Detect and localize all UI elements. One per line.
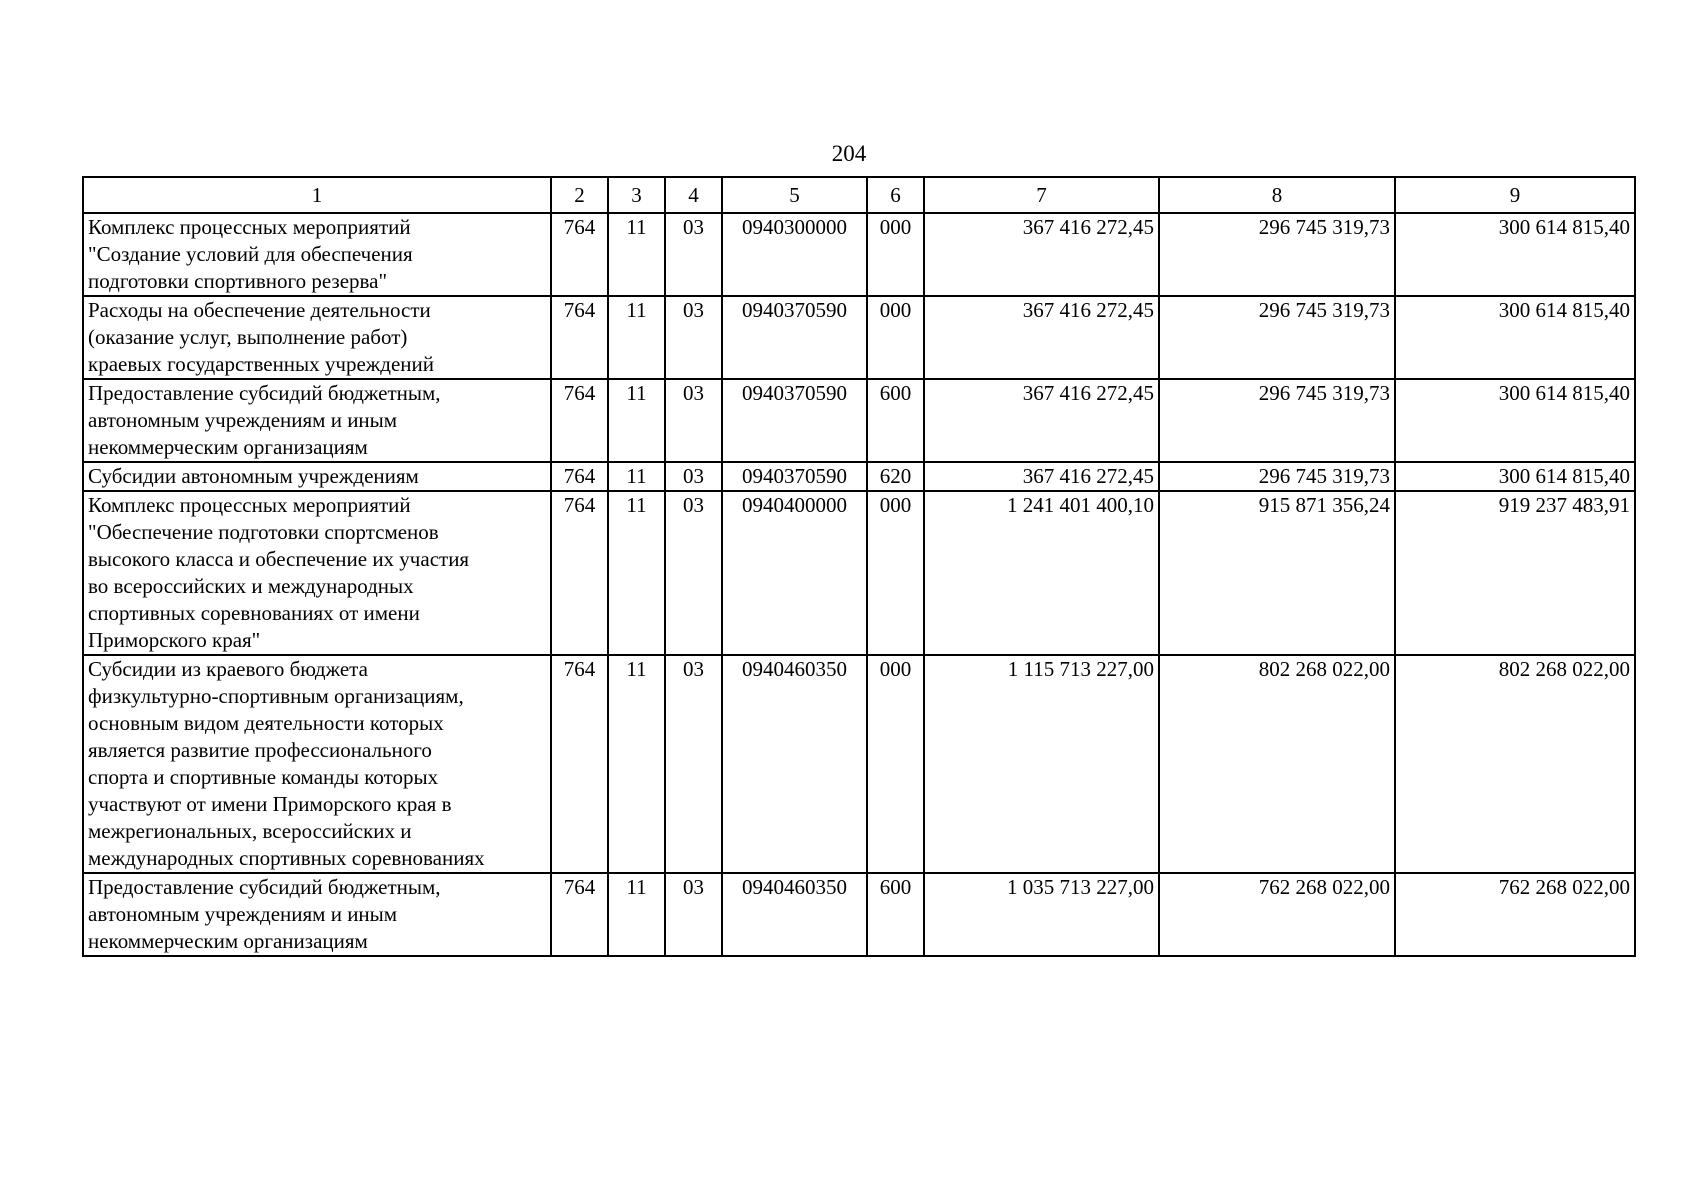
section-code: 11	[608, 296, 665, 379]
page-number: 204	[831, 141, 867, 166]
amount-col-8: 296 745 319,73	[1159, 462, 1395, 491]
column-header: 7	[924, 177, 1159, 213]
section-code: 11	[608, 462, 665, 491]
section-code: 11	[608, 491, 665, 655]
expense-type-code: 000	[867, 491, 924, 655]
ministry-code: 764	[551, 655, 608, 873]
expense-type-code: 620	[867, 462, 924, 491]
table-row	[83, 873, 1635, 956]
row-description: Комплекс процессных мероприятий "Создание условий для обеспечения подготовки спортивного резерва"	[83, 213, 551, 296]
target-article-code: 0940300000	[722, 213, 867, 296]
target-article-code: 0940370590	[722, 379, 867, 462]
subsection-code: 03	[665, 491, 722, 655]
ministry-code: 764	[551, 462, 608, 491]
ministry-code: 764	[551, 213, 608, 296]
target-article-code: 0940400000	[722, 491, 867, 655]
row-description: Комплекс процессных мероприятий "Обеспечение подготовки спортсменов высокого класса и обеспечение их участия во всероссийских и международных спортивных соревнованиях от имени Приморского края"	[83, 491, 551, 655]
amount-col-8: 296 745 319,73	[1159, 296, 1395, 379]
ministry-code: 764	[551, 873, 608, 956]
table-row	[83, 296, 1635, 379]
column-header: 6	[867, 177, 924, 213]
column-header: 9	[1395, 177, 1635, 213]
table-row	[83, 655, 1635, 873]
target-article-code: 0940460350	[722, 655, 867, 873]
target-article-code: 0940370590	[722, 296, 867, 379]
amount-col-8: 802 268 022,00	[1159, 655, 1395, 873]
table-row	[83, 213, 1635, 296]
subsection-code: 03	[665, 462, 722, 491]
amount-col-8: 762 268 022,00	[1159, 873, 1395, 956]
column-header: 3	[608, 177, 665, 213]
row-description: Расходы на обеспечение деятельности (оказание услуг, выполнение работ) краевых государственных учреждений	[83, 296, 551, 379]
column-header: 8	[1159, 177, 1395, 213]
subsection-code: 03	[665, 379, 722, 462]
expense-type-code: 600	[867, 873, 924, 956]
table-row	[83, 379, 1635, 462]
amount-col-8: 296 745 319,73	[1159, 213, 1395, 296]
table-row	[83, 462, 1635, 491]
header-row	[83, 177, 1635, 213]
subsection-code: 03	[665, 213, 722, 296]
expense-type-code: 000	[867, 213, 924, 296]
column-header: 5	[722, 177, 867, 213]
subsection-code: 03	[665, 655, 722, 873]
section-code: 11	[608, 213, 665, 296]
expense-type-code: 600	[867, 379, 924, 462]
expense-type-code: 000	[867, 655, 924, 873]
ministry-code: 764	[551, 296, 608, 379]
section-code: 11	[608, 655, 665, 873]
ministry-code: 764	[551, 491, 608, 655]
subsection-code: 03	[665, 873, 722, 956]
amount-col-9: 919 237 483,91	[1395, 491, 1635, 655]
ministry-code: 764	[551, 379, 608, 462]
column-header: 4	[665, 177, 722, 213]
amount-col-7: 1 115 713 227,00	[924, 655, 1159, 873]
column-header: 2	[551, 177, 608, 213]
target-article-code: 0940370590	[722, 462, 867, 491]
row-description: Предоставление субсидий бюджетным, автономным учреждениям и иным некоммерческим организациям	[83, 379, 551, 462]
budget-table	[82, 176, 1636, 957]
amount-col-8: 296 745 319,73	[1159, 379, 1395, 462]
amount-col-7: 367 416 272,45	[924, 462, 1159, 491]
table-row	[83, 491, 1635, 655]
row-description: Субсидии автономным учреждениям	[83, 462, 551, 491]
amount-col-9: 300 614 815,40	[1395, 213, 1635, 296]
amount-col-7: 1 241 401 400,10	[924, 491, 1159, 655]
amount-col-7: 367 416 272,45	[924, 296, 1159, 379]
row-description: Субсидии из краевого бюджета физкультурно-спортивным организациям, основным видом деятельности которых является развитие профессионального спорта и спортивные команды которых участвуют от имени Приморского края в межрегиональных, всероссийских и международных спортивных соревнованиях	[83, 655, 551, 873]
subsection-code: 03	[665, 296, 722, 379]
section-code: 11	[608, 873, 665, 956]
amount-col-8: 915 871 356,24	[1159, 491, 1395, 655]
expense-type-code: 000	[867, 296, 924, 379]
amount-col-9: 300 614 815,40	[1395, 296, 1635, 379]
amount-col-9: 802 268 022,00	[1395, 655, 1635, 873]
target-article-code: 0940460350	[722, 873, 867, 956]
amount-col-9: 762 268 022,00	[1395, 873, 1635, 956]
row-description: Предоставление субсидий бюджетным, автономным учреждениям и иным некоммерческим организациям	[83, 873, 551, 956]
amount-col-7: 367 416 272,45	[924, 379, 1159, 462]
amount-col-9: 300 614 815,40	[1395, 462, 1635, 491]
section-code: 11	[608, 379, 665, 462]
amount-col-7: 1 035 713 227,00	[924, 873, 1159, 956]
amount-col-7: 367 416 272,45	[924, 213, 1159, 296]
amount-col-9: 300 614 815,40	[1395, 379, 1635, 462]
column-header: 1	[83, 177, 551, 213]
